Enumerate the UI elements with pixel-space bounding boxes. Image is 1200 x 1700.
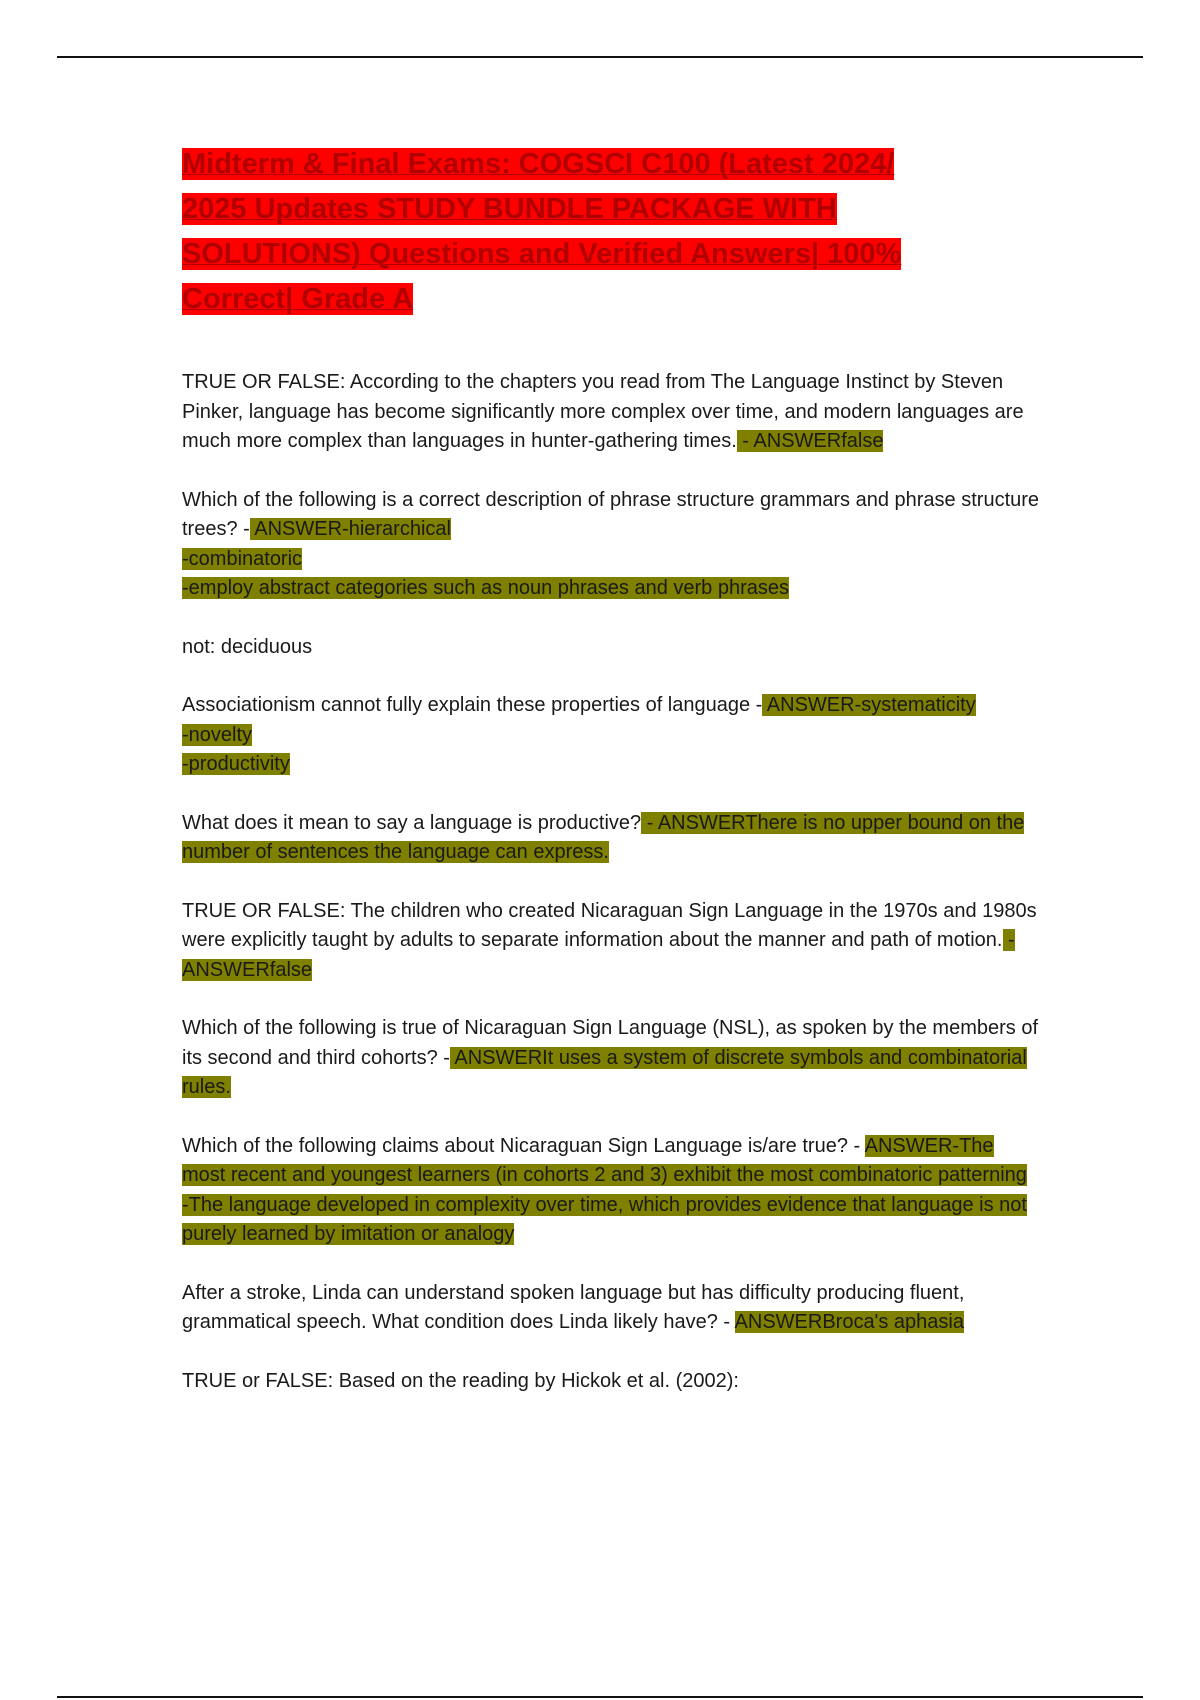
qa-item-3	[182, 633, 1042, 663]
note-text: not: deciduous	[182, 635, 313, 658]
answer-text: - ANSWERfalse	[736, 430, 884, 452]
document-title	[182, 142, 962, 322]
qa-item-7	[182, 1014, 1042, 1103]
question-text: TRUE OR FALSE: According to the chapters you read from The Language Instinct by Steven Pinker, language has become significantly more complex over time, and modern languages are much more complex than languages in hunter-gathering times.	[182, 371, 1024, 452]
qa-item-10	[182, 1367, 1042, 1397]
qa-item-2	[182, 486, 1042, 604]
qa-item-8	[182, 1132, 1042, 1250]
question-text: Which of the following is true of Nicaraguan Sign Language (NSL), as spoken by the members of its second and third cohorts? -	[182, 1017, 1039, 1069]
qa-item-5	[182, 809, 1042, 868]
question-text: Which of the following claims about Nicaraguan Sign Language is/are true? -	[182, 1134, 861, 1157]
answer-text: ANSWERBroca's aphasia	[734, 1311, 964, 1333]
qa-item-1	[182, 368, 1042, 457]
answer-text: ANSWER-systematicity -novelty -productivity	[182, 694, 976, 775]
question-text: TRUE OR FALSE: The children who created Nicaraguan Sign Language in the 1970s and 1980s were explicitly taught by adults to separate information about the manner and path of motion.	[182, 899, 1037, 951]
answer-text: ANSWER-The most recent and youngest learners (in cohorts 2 and 3) exhibit the most combinatoric patterning -The language developed in complexity over time, which provides evidence that language is not purely learned by imitation or analogy	[182, 1134, 1027, 1245]
document-body	[182, 142, 1042, 1425]
question-text: What does it mean to say a language is productive?	[182, 811, 642, 834]
answer-text: ANSWERIt uses a system of discrete symbols and combinatorial rules.	[182, 1046, 1027, 1098]
answer-text: - ANSWERThere is no upper bound on the number of sentences the language can express.	[182, 811, 1025, 863]
top-rule	[57, 56, 1143, 58]
qa-item-6	[182, 897, 1042, 986]
qa-item-9	[182, 1279, 1042, 1338]
question-text: TRUE or FALSE: Based on the reading by Hickok et al. (2002):	[182, 1369, 739, 1392]
document-title-text: Midterm & Final Exams: COGSCI C100 (Latest 2024/ 2025 Updates STUDY BUNDLE PACKAGE WITH SOLUTIONS) Questions and Verified Answers| 100% Correct| Grade A	[182, 148, 902, 315]
answer-text: ANSWER-hierarchical -combinatoric -employ abstract categories such as noun phrases and verb phrases	[182, 518, 790, 599]
question-text: Associationism cannot fully explain these properties of language -	[182, 694, 763, 716]
question-text: Which of the following is a correct description of phrase structure grammars and phrase structure trees? -	[182, 488, 1040, 540]
qa-item-4	[182, 691, 1042, 780]
answer-text: - ANSWERfalse	[182, 929, 1015, 981]
bottom-rule	[57, 1696, 1143, 1698]
question-text: After a stroke, Linda can understand spoken language but has difficulty producing fluent, grammatical speech. What condition does Linda likely have? -	[182, 1281, 965, 1333]
